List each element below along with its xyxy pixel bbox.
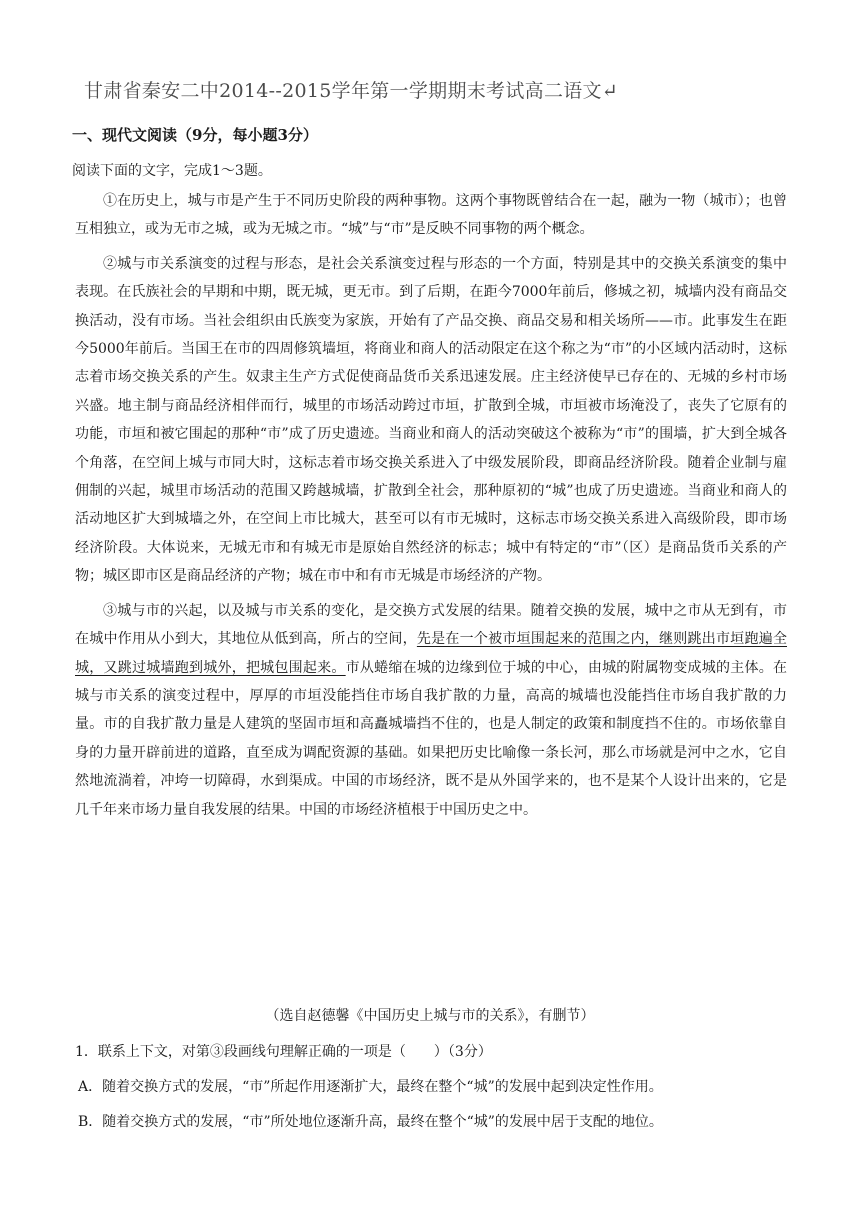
paragraph-2: ②城与市关系演变的过程与形态，是社会关系演变过程与形态的一个方面，特别是其中的交换关系演变的集中表现。在氏族社会的早期和中期，既无城，更无市。到了后期，在距今7000年前后，修城之初，城墙内没有商品交换活动，没有市场。当社会组织由氏族变为家族，开始有了产品交换、商品交易和相关场所——市。此事发生在距今5000年前后。当国王在市的四周修筑墙垣，将商业和商人的活动限定在这个称之为“市”的小区域内活动时，这标志着市场交换关系的产生。奴隶主生产方式促使商品货币关系迅速发展。庄主经济使早已存在的、无城的乡村市场兴盛。地主制与商品经济相伴而行，城里的市场活动跨过市垣，扩散到全城，市垣被市场淹没了，丧失了它原有的功能，市垣和被它围起的那种“市”成了历史遗迹。当商业和商人的活动突破这个被称为“市”的围墙，扩大到全城各个角落，在空间上城与市同大时，这标志着市场交换关系进入了中级发展阶段，即商品经济阶段。随着企业制与雇佣制的兴起，城里市场活动的范围又跨越城墙，扩散到全社会，那种原初的“城”也成了历史遗迹。当商业和商人的活动地区扩大到城墙之外，在空间上市比城大，甚至可以有市无城时，这标志市场交换关系进入高级阶段，即市场经济阶段。大体说来，无城无市和有城无市是原始自然经济的标志；城中有特定的“市”（区）是商品货币关系的产物；城区即市区是商品经济的产物；城在市中和有市无城是市场经济的产物。: [75, 255, 787, 585]
question-1-option-a: A．随着交换方式的发展，“市”所起作用逐渐扩大，最终在整个“城”的发展中起到决定性作用。: [78, 1079, 663, 1095]
question-1: 1．联系上下文，对第③段画线句理解正确的一项是（ ）（3分）: [75, 1044, 492, 1060]
underlined-sentence: 先是在一个被市垣围起来的范围之内，继则跳出市垣跑遍全城，又跳过城墙跑到城外，把城包围起来。: [75, 631, 788, 676]
paragraph-3-before: ③城与市的兴起，以及城与市关系的变化，是交换方式发展的结果。随着交换的发展，城中之市从无到有，市在城中作用从小到大，其地位从低到高，所占的空间，: [75, 602, 787, 648]
section-heading: 一、现代文阅读（9分，每小题3分）: [72, 126, 318, 144]
reading-passage: [75, 187, 787, 830]
paragraph-3-after: 市从蜷缩在城的边缘到位于城的中心，由城的附属物变成城的主体。在城与市关系的演变过程中，厚厚的市垣没能挡住市场自我扩散的力量，高高的城墙也没能挡住市场自我扩散的力量。市的自我扩散力量是人建筑的坚固市垣和高矗城墙挡不住的，也是人制定的政策和制度挡不住的。市场依靠自身的力量开辟前进的道路，直至成为调配资源的基础。如果把历史比喻像一条长河，那么市场就是河中之水，它自然地流淌着，冲垮一切障碍，水到渠成。中国的市场经济，既不是从外国学来的，也不是某个人设计出来的，它是几千年来市场力量自我发展的结果。中国的市场经济植根于中国历史之中。: [75, 659, 788, 818]
passage-source: （选自赵德馨《中国历史上城与市的关系》，有删节）: [265, 1008, 595, 1024]
question-1-option-b: B．随着交换方式的发展，“市”所处地位逐渐升高，最终在整个“城”的发展中居于支配的地位。: [78, 1114, 663, 1130]
exam-title: 甘肃省秦安二中2014--2015学年第一学期期末考试高二语文↵: [84, 80, 619, 102]
paragraph-3: [75, 597, 787, 824]
paragraph-1: ①在历史上，城与市是产生于不同历史阶段的两种事物。这两个事物既曾结合在一起，融为一物（城市）；也曾互相独立，或为无市之城，或为无城之市。“城”与“市”是反映不同事物的两个概念。: [75, 193, 787, 238]
reading-instruction: 阅读下面的文字，完成1～3题。: [72, 163, 272, 179]
